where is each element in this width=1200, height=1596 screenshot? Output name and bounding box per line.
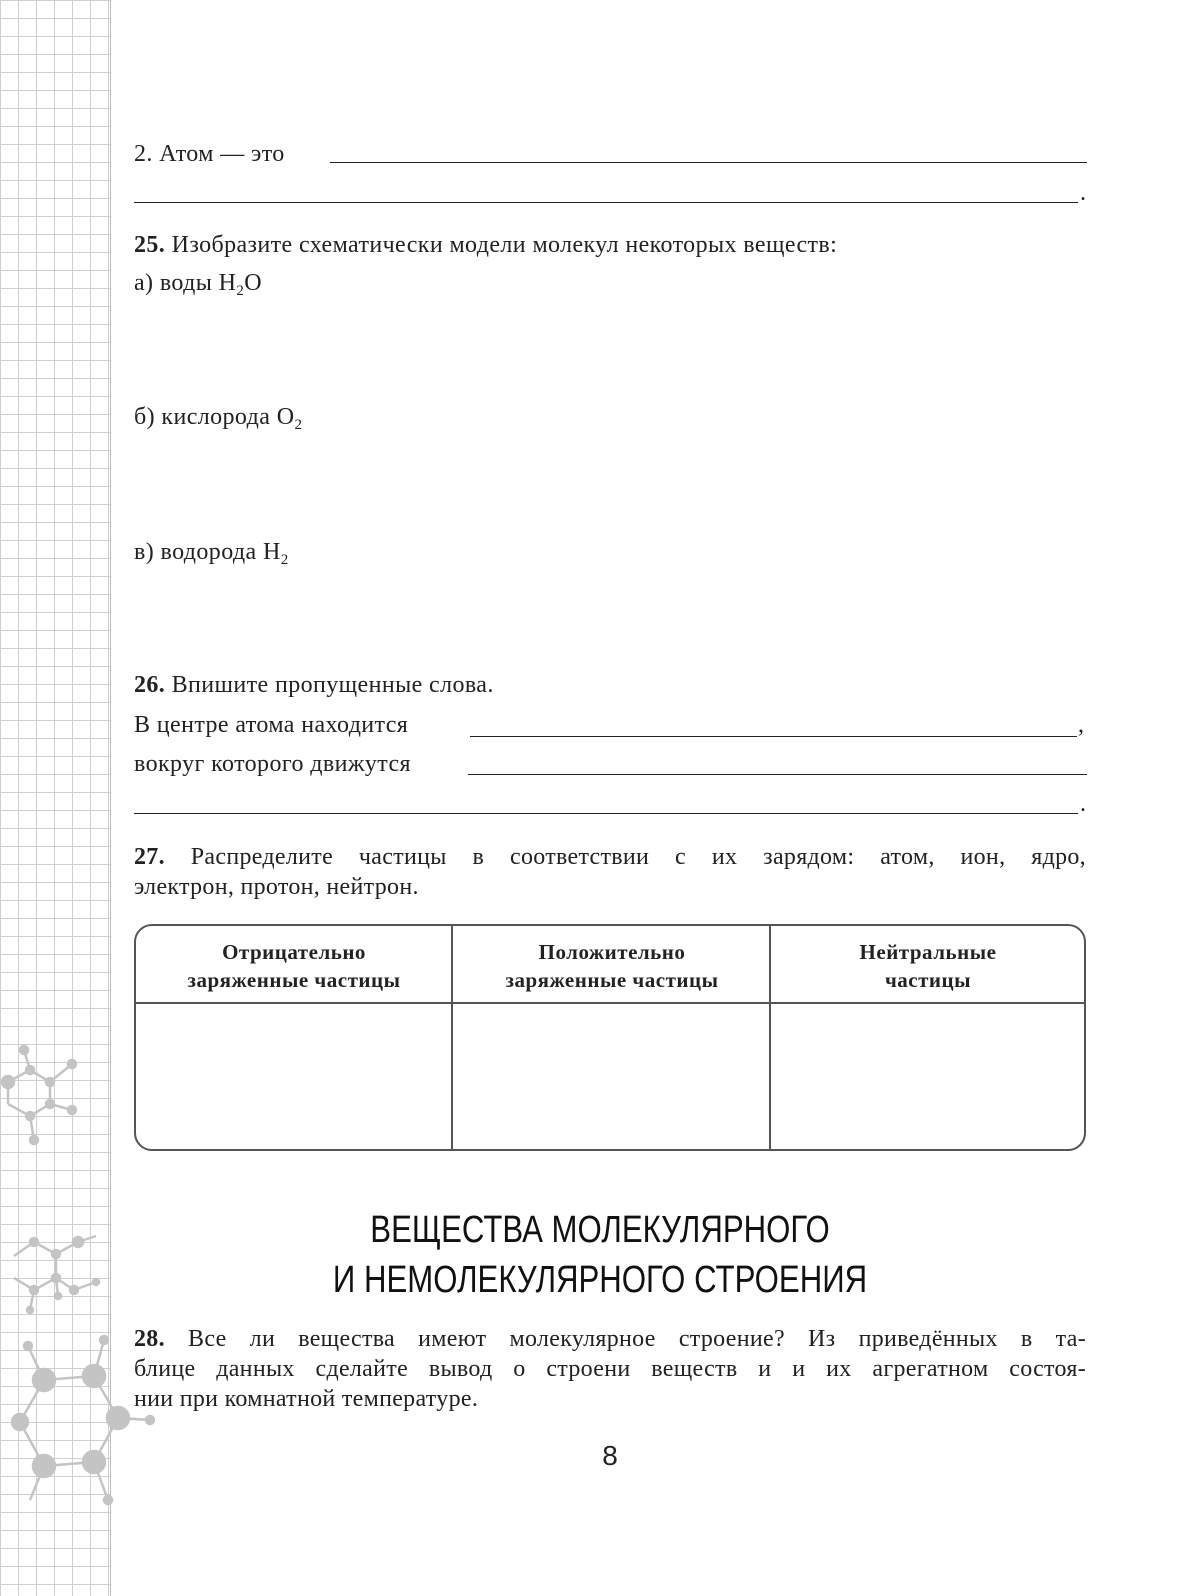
q26-text: Впишите пропущенные слова. [171,672,494,698]
q25-item-c [134,537,289,570]
q27-number: 27. [134,844,165,870]
grid-margin [0,0,111,1596]
q27-prompt [134,842,1086,902]
q24-item2-answer-line-1[interactable] [330,162,1087,163]
table-header-negative [136,938,452,994]
q28-prompt [134,1324,1086,1414]
q25-item-a-sub: 2 [236,283,245,299]
q25-item-c-sub: 2 [280,552,289,568]
q28-line2: блице данных сделайте вывод о строени веществ и и их агрегатном состоя- [134,1356,1086,1382]
table-header-neutral [772,938,1084,994]
header-positive-line2: заряженные частицы [505,968,719,992]
answer-cell-positive[interactable] [453,1004,769,1151]
q24-item2-period: . [1080,180,1086,206]
q28-line1: Все ли вещества имеют молекулярное строение? Из приведённых в та- [188,1326,1086,1352]
header-negative-line2: заряженные частицы [187,968,401,992]
q26-line2-label: вокруг которого движутся [134,751,411,777]
q24-item2-answer-line-2[interactable] [134,202,1078,203]
section-heading-line2: И НЕМОЛЕКУЛЯРНОГО СТРОЕНИЯ [332,1259,868,1301]
q25-item-b-prefix: б) кислорода O [134,404,295,430]
q26-answer-line-3[interactable] [134,813,1078,814]
answer-cell-neutral[interactable] [771,1004,1086,1151]
q25-item-a [134,268,262,301]
q24-item2-label: 2. Атом — это [134,141,285,167]
table-header-positive [454,938,770,994]
q25-item-c-prefix: в) водорода H [134,539,281,565]
particles-table [134,924,1086,1151]
q25-item-a-prefix: а) воды H [134,270,237,296]
q28-number: 28. [134,1326,165,1352]
section-heading-line1: ВЕЩЕСТВА МОЛЕКУЛЯРНОГО [370,1209,830,1251]
q25-item-b-sub: 2 [294,417,303,433]
q26-comma: , [1078,712,1084,738]
q27-line1: Распределите частицы в соответствии с их зарядом: атом, ион, ядро, [190,844,1086,870]
answer-cell-negative[interactable] [136,1004,451,1151]
q26-number: 26. [134,672,166,698]
q26-period: . [1080,791,1086,817]
q25-item-a-suffix: O [244,270,263,296]
q26-line1-label: В центре атома находится [134,712,409,738]
q26-prompt [134,670,494,700]
q26-answer-line-2[interactable] [468,774,1087,775]
header-positive-line1: Положительно [538,940,686,964]
header-neutral-line2: частицы [884,968,972,992]
page-number: 8 [602,1440,618,1471]
q28-line3: нии при комнатной температуре. [134,1386,479,1412]
q27-line2: электрон, протон, нейтрон. [134,874,419,900]
q26-answer-line-1[interactable] [470,736,1077,737]
q25-prompt [134,230,837,260]
header-negative-line1: Отрицательно [222,940,366,964]
header-neutral-line1: Нейтральные [859,940,997,964]
q25-number: 25. [134,232,166,258]
q25-item-b [134,402,302,435]
q25-text: Изобразите схематически модели молекул некоторых веществ: [171,232,838,258]
